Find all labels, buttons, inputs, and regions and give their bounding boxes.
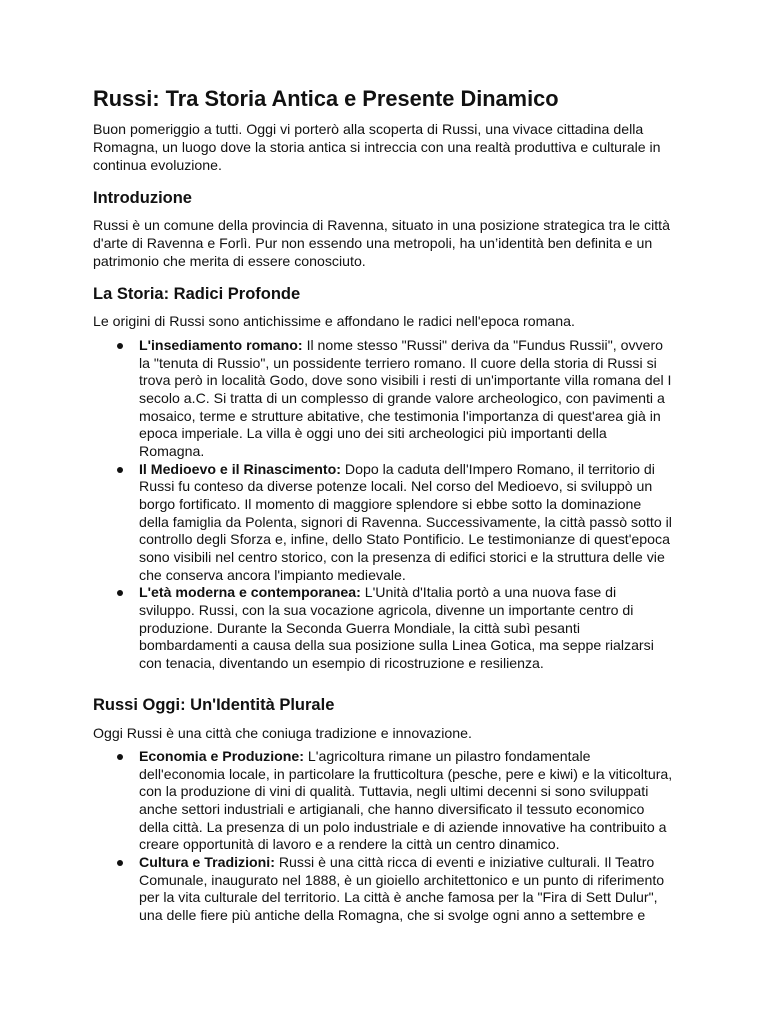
section-heading-russi-oggi: Russi Oggi: Un'Identità Plurale bbox=[93, 696, 335, 714]
paragraph-line: Buon pomeriggio a tutti. Oggi vi porterò alla scoperta di Russi, una vivace cittadina della bbox=[93, 121, 644, 137]
list-item-text: Il nome stesso "Russi" deriva da "Fundus Russii", ovvero bbox=[306, 337, 664, 353]
list-item-line bbox=[139, 461, 672, 479]
paragraph-line: Russi è un comune della provincia di Ravenna, situato in una posizione strategica tra le città bbox=[93, 217, 670, 233]
list-item-line: dell'economia locale, in particolare la frutticoltura (pesche, pere e kiwi) e la viticoltura, bbox=[139, 765, 673, 782]
list-item-line: della famiglia da Polenta, signori di Ravenna. Successivamente, la città passò sotto il bbox=[139, 513, 672, 530]
paragraph-line: patrimonio che merita di essere conosciuto. bbox=[93, 253, 366, 269]
list-item-line: Romagna. bbox=[139, 443, 205, 460]
list-item-line: sono visibili nel centro storico, con la presenza di edifici storici e la struttura delle vie bbox=[139, 549, 665, 566]
paragraph-line: continua evoluzione. bbox=[93, 157, 222, 173]
list-item-line bbox=[139, 337, 672, 355]
list-item bbox=[93, 748, 672, 854]
list-item-line: per la vita culturale del territorio. La città è anche famosa per la "Fira di Sett Dulur", bbox=[139, 889, 658, 906]
list-item-text: Dopo la caduta dell'Impero Romano, il territorio di bbox=[344, 460, 655, 477]
list-item-line: mosaico, terme e strutture abitative, che testimonia l'importanza di quest'area già in bbox=[139, 407, 661, 424]
storia-paragraph bbox=[93, 312, 575, 330]
document-title: Russi: Tra Storia Antica e Presente Dinamico bbox=[93, 86, 559, 111]
list-item-line: bombardamenti a causa della sua posizione sulla Linea Gotica, ma seppe rialzarsi bbox=[139, 637, 654, 654]
list-item-line bbox=[139, 584, 672, 602]
list-item-line: con tenacia, diventando un esempio di ricostruzione e resilienza. bbox=[139, 655, 544, 672]
bullet-icon bbox=[117, 467, 123, 473]
list-item-line: produzione. Durante la Seconda Guerra Mondiale, la città subì pesanti bbox=[139, 619, 580, 636]
list-item-line: creare opportunità di lavoro e a rendere la città un centro dinamico. bbox=[139, 836, 560, 853]
list-item-line: secolo a.C. Si tratta di un complesso di grande valore archeologico, con pavimenti a bbox=[139, 390, 665, 407]
list-item bbox=[93, 461, 672, 585]
section-heading-introduzione: Introduzione bbox=[93, 189, 192, 207]
list-item-label: Economia e Produzione: bbox=[139, 748, 304, 764]
paragraph-line: Romagna, un luogo dove la storia antica si intreccia con una realtà produttiva e culturale in bbox=[93, 139, 661, 155]
introduzione-paragraph bbox=[93, 216, 670, 270]
list-item-line: controllo degli Sforza e, infine, dello Stato Pontificio. Le testimonianze di quest'epoca bbox=[139, 531, 670, 548]
list-item-line: sviluppo. Russi, con la sua vocazione agricola, divenne un importante centro di bbox=[139, 602, 634, 619]
list-item-line: Comunale, inaugurato nel 1888, è un gioiello architettonico e un punto di riferimento bbox=[139, 871, 665, 888]
list-item-line: Russi fu conteso da diverse potenze locali. Nel corso del Medioevo, si sviluppò un bbox=[139, 478, 653, 495]
list-item-line: borgo fortificato. Il momento di maggiore splendore si ebbe sotto la dominazione bbox=[139, 496, 642, 513]
list-item-text: L'agricoltura rimane un pilastro fondamentale bbox=[307, 748, 591, 764]
list-item-text: Russi è una città ricca di eventi e iniziative culturali. Il Teatro bbox=[278, 854, 655, 871]
paragraph-line: Oggi Russi è una città che coniuga tradizione e innovazione. bbox=[93, 725, 472, 741]
list-item bbox=[93, 584, 672, 672]
list-item-line: epoca imperiale. La villa è oggi uno dei siti archeologici più importanti della bbox=[139, 425, 607, 442]
list-item bbox=[93, 337, 672, 461]
list-item-line bbox=[139, 748, 672, 766]
list-item-label: Cultura e Tradizioni: bbox=[139, 854, 275, 871]
list-item-line: anche settori industriali e artigianali, che hanno diversificato il tessuto economico bbox=[139, 801, 645, 818]
russi-oggi-bullet-list bbox=[93, 748, 672, 925]
list-item-text: L'Unità d'Italia portò a una nuova fase di bbox=[364, 584, 617, 601]
bullet-icon bbox=[117, 754, 123, 760]
list-item-line: una delle fiere più antiche della Romagna, che si svolge ogni anno a settembre e bbox=[139, 907, 646, 924]
paragraph-line: d'arte di Ravenna e Forlì. Pur non essendo una metropoli, ha un’identità ben definita e un bbox=[93, 235, 653, 251]
list-item-label: L'età moderna e contemporanea: bbox=[139, 584, 361, 601]
list-item-line: trova però in località Godo, dove sono visibili i resti di un'importante villa romana del I bbox=[139, 372, 672, 389]
russi-oggi-paragraph bbox=[93, 724, 472, 742]
list-item bbox=[93, 854, 672, 925]
bullet-icon bbox=[117, 860, 123, 866]
bullet-icon bbox=[117, 343, 123, 349]
list-item-label: L'insediamento romano: bbox=[139, 337, 303, 353]
storia-bullet-list bbox=[93, 337, 672, 673]
list-item-label: Il Medioevo e il Rinascimento: bbox=[139, 460, 341, 477]
bullet-icon bbox=[117, 590, 123, 596]
list-item-line: della città. La presenza di un polo industriale e di aziende innovative ha contribuito a bbox=[139, 818, 667, 835]
intro-paragraph bbox=[93, 120, 661, 174]
list-item-line: la "tenuta di Russio", un possidente terriero romano. Il cuore della storia di Russi si bbox=[139, 354, 657, 371]
list-item-line bbox=[139, 854, 672, 872]
list-item-line: che conserva ancora l'impianto medievale. bbox=[139, 566, 406, 583]
paragraph-line: Le origini di Russi sono antichissime e affondano le radici nell'epoca romana. bbox=[93, 313, 575, 329]
list-item-line: con la produzione di vini di qualità. Tuttavia, negli ultimi decenni si sono sviluppati bbox=[139, 783, 649, 800]
section-heading-storia: La Storia: Radici Profonde bbox=[93, 285, 301, 303]
